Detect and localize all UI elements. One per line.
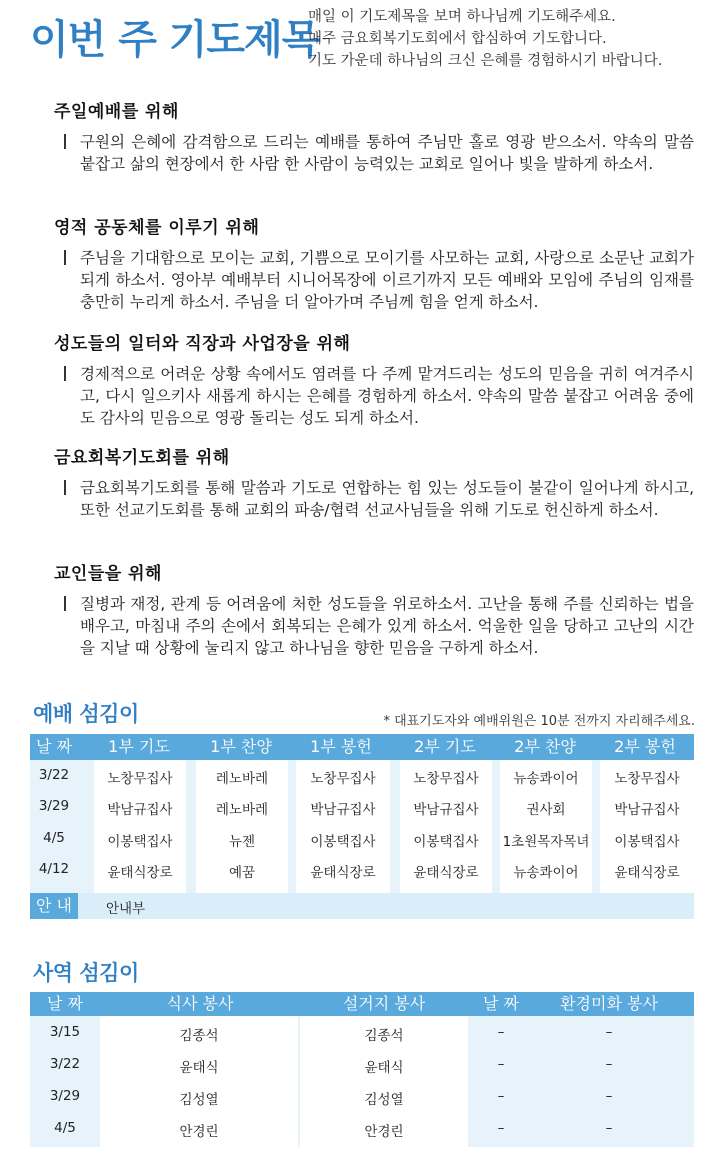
prayer-title: 금요회복기도회를 위해 (54, 448, 230, 468)
header-desc-line: 매주 금요회복기도회에서 합심하여 기도합니다. (308, 31, 607, 47)
table-cell: 레노바레 (215, 771, 269, 787)
table-cell: 윤태식장로 (107, 865, 173, 881)
table-cell: – (605, 1088, 613, 1104)
service-heading: 사역 섬김이 (33, 961, 139, 985)
table-cell: 안경린 (179, 1124, 219, 1140)
table-header-row (30, 734, 694, 760)
table-cell: 노창무집사 (310, 771, 376, 787)
date-cell: 4/5 (54, 1120, 76, 1136)
table-cell: 이봉택집사 (107, 834, 173, 850)
table-cell: – (497, 1088, 505, 1104)
prayer-body: 경제적으로 어려운 상황 속에서도 염려를 다 주께 맡겨드리는 성도의 믿음을 귀히 여겨주시고, 다시 일으키사 새롭게 하시는 은혜를 경험하게 하소서. 약속의 말씀 붙잡고 어려움 중에도 감사의 믿음으로 영광 돌리는 성도 되게 하소서. (62, 363, 694, 429)
date-cell: 4/5 (43, 830, 65, 846)
table-cell: 뉴송콰이어 (513, 865, 579, 881)
table-cell: 뉴송콰이어 (513, 771, 579, 787)
guide-value: 안내부 (106, 901, 146, 917)
worship-table (30, 734, 694, 919)
table-cell: 김성열 (364, 1092, 404, 1108)
table-header-row (30, 992, 694, 1016)
prayer-item (54, 559, 694, 659)
prayer-body: 구원의 은혜에 감격함으로 드리는 예배를 통하여 주님만 홀로 영광 받으소서. 약속의 말씀 붙잡고 삶의 현장에서 한 사람 한 사람이 능력있는 교회로 일어나 빛을 발하게 하소서. (62, 131, 694, 175)
header-cell: 1부 기도 (108, 737, 170, 756)
guide-row (30, 893, 694, 919)
worship-note: * 대표기도자와 예배위원은 10분 전까지 자리해주세요. (383, 714, 695, 729)
prayer-item (54, 443, 694, 521)
table-cell: – (497, 1056, 505, 1072)
page-header (0, 0, 725, 80)
table-cell: 박남규집사 (107, 802, 173, 818)
table-cell: 이봉택집사 (614, 834, 680, 850)
prayer-title: 교인들을 위해 (54, 564, 162, 584)
table-cell: 예꿈 (228, 865, 256, 881)
table-cell: 1초원목자목녀 (502, 834, 590, 850)
table-cell: – (605, 1056, 613, 1072)
table-cell: – (497, 1120, 505, 1136)
header-cell: 날 짜 (483, 994, 519, 1013)
table-cell: 윤태식 (179, 1060, 219, 1076)
header-cell: 설거지 봉사 (342, 994, 426, 1013)
prayer-body: 금요회복기도회를 통해 말씀과 기도로 연합하는 힘 있는 성도들이 불같이 일어나게 하시고, 또한 선교기도회를 통해 교회의 파송/협력 선교사님들을 위해 기도로 헌신하게 하소서. (62, 477, 694, 521)
header-cell: 환경미화 봉사 (560, 994, 658, 1013)
table-cell: 김종석 (364, 1028, 404, 1044)
header-cell: 2부 봉헌 (614, 737, 676, 756)
header-description (308, 6, 662, 72)
header-cell: 식사 봉사 (166, 994, 234, 1013)
prayer-body: 주님을 기대함으로 모이는 교회, 기쁨으로 모이기를 사모하는 교회, 사랑으로 소문난 교회가 되게 하소서. 영아부 예배부터 시니어목장에 이르기까지 모든 예배와 모임에 주님의 임재를 충만히 누리게 하소서. 주님을 더 알아가며 주님께 힘을 얻게 하소서. (62, 247, 694, 313)
table-cell: 이봉택집사 (310, 834, 376, 850)
table-cell: – (605, 1024, 613, 1040)
date-cell: 4/12 (38, 861, 70, 877)
date-cell: 3/22 (49, 1056, 81, 1072)
page-title: 이번 주 기도제목 (30, 17, 320, 63)
table-cell: 윤태식장로 (310, 865, 376, 881)
worship-heading: 예배 섬김이 (33, 702, 139, 726)
header-cell: 1부 봉헌 (310, 737, 372, 756)
table-cell: 박남규집사 (413, 802, 479, 818)
prayer-title: 성도들의 일터와 직장과 사업장을 위해 (54, 334, 351, 354)
prayer-title: 주일예배를 위해 (54, 102, 179, 122)
table-cell: 박남규집사 (310, 802, 376, 818)
table-cell: – (605, 1120, 613, 1136)
table-cell: 김성열 (179, 1092, 219, 1108)
table-cell: 김종석 (179, 1028, 219, 1044)
table-cell: 안경린 (364, 1124, 404, 1140)
header-desc-line: 기도 가운데 하나님의 크신 은혜를 경험하시기 바랍니다. (308, 53, 663, 69)
prayer-item (54, 329, 694, 429)
date-cell: 3/22 (38, 767, 70, 783)
table-cell: 노창무집사 (413, 771, 479, 787)
prayer-body: 질병과 재정, 관계 등 어려움에 처한 성도들을 위로하소서. 고난을 통해 주를 신뢰하는 법을 배우고, 마침내 주의 손에서 회복되는 은혜가 있게 하소서. 억울한 일을 당하고 고난의 시간을 지날 때 상황에 눌리지 않고 하나님을 향한 믿음을 구하게 하소서. (62, 593, 694, 659)
header-desc-line: 매일 이 기도제목을 보며 하나님께 기도해주세요. (308, 9, 616, 25)
header-cell: 2부 기도 (414, 737, 476, 756)
prayer-item (54, 97, 694, 175)
guide-label: 안 내 (30, 893, 78, 919)
table-cell: 뉴젠 (228, 834, 256, 850)
header-cell: 날 짜 (47, 994, 83, 1013)
table-cell: 노창무집사 (107, 771, 173, 787)
table-cell: 윤태식장로 (614, 865, 680, 881)
table-cell: 박남규집사 (614, 802, 680, 818)
table-cell: 권사회 (526, 802, 566, 818)
table-cell: 노창무집사 (614, 771, 680, 787)
header-cell: 2부 찬양 (514, 737, 576, 756)
date-cell: 3/29 (38, 798, 70, 814)
prayer-item (54, 213, 694, 313)
date-cell: 3/15 (49, 1024, 81, 1040)
table-cell: 레노바레 (215, 802, 269, 818)
table-cell: 윤태식 (364, 1060, 404, 1076)
prayer-title: 영적 공동체를 이루기 위해 (54, 218, 260, 238)
date-cell: 3/29 (49, 1088, 81, 1104)
header-cell: 날 짜 (36, 737, 72, 756)
table-cell: – (497, 1024, 505, 1040)
table-cell: 이봉택집사 (413, 834, 479, 850)
header-cell: 1부 찬양 (210, 737, 272, 756)
table-cell: 윤태식장로 (413, 865, 479, 881)
service-table (30, 992, 694, 1147)
